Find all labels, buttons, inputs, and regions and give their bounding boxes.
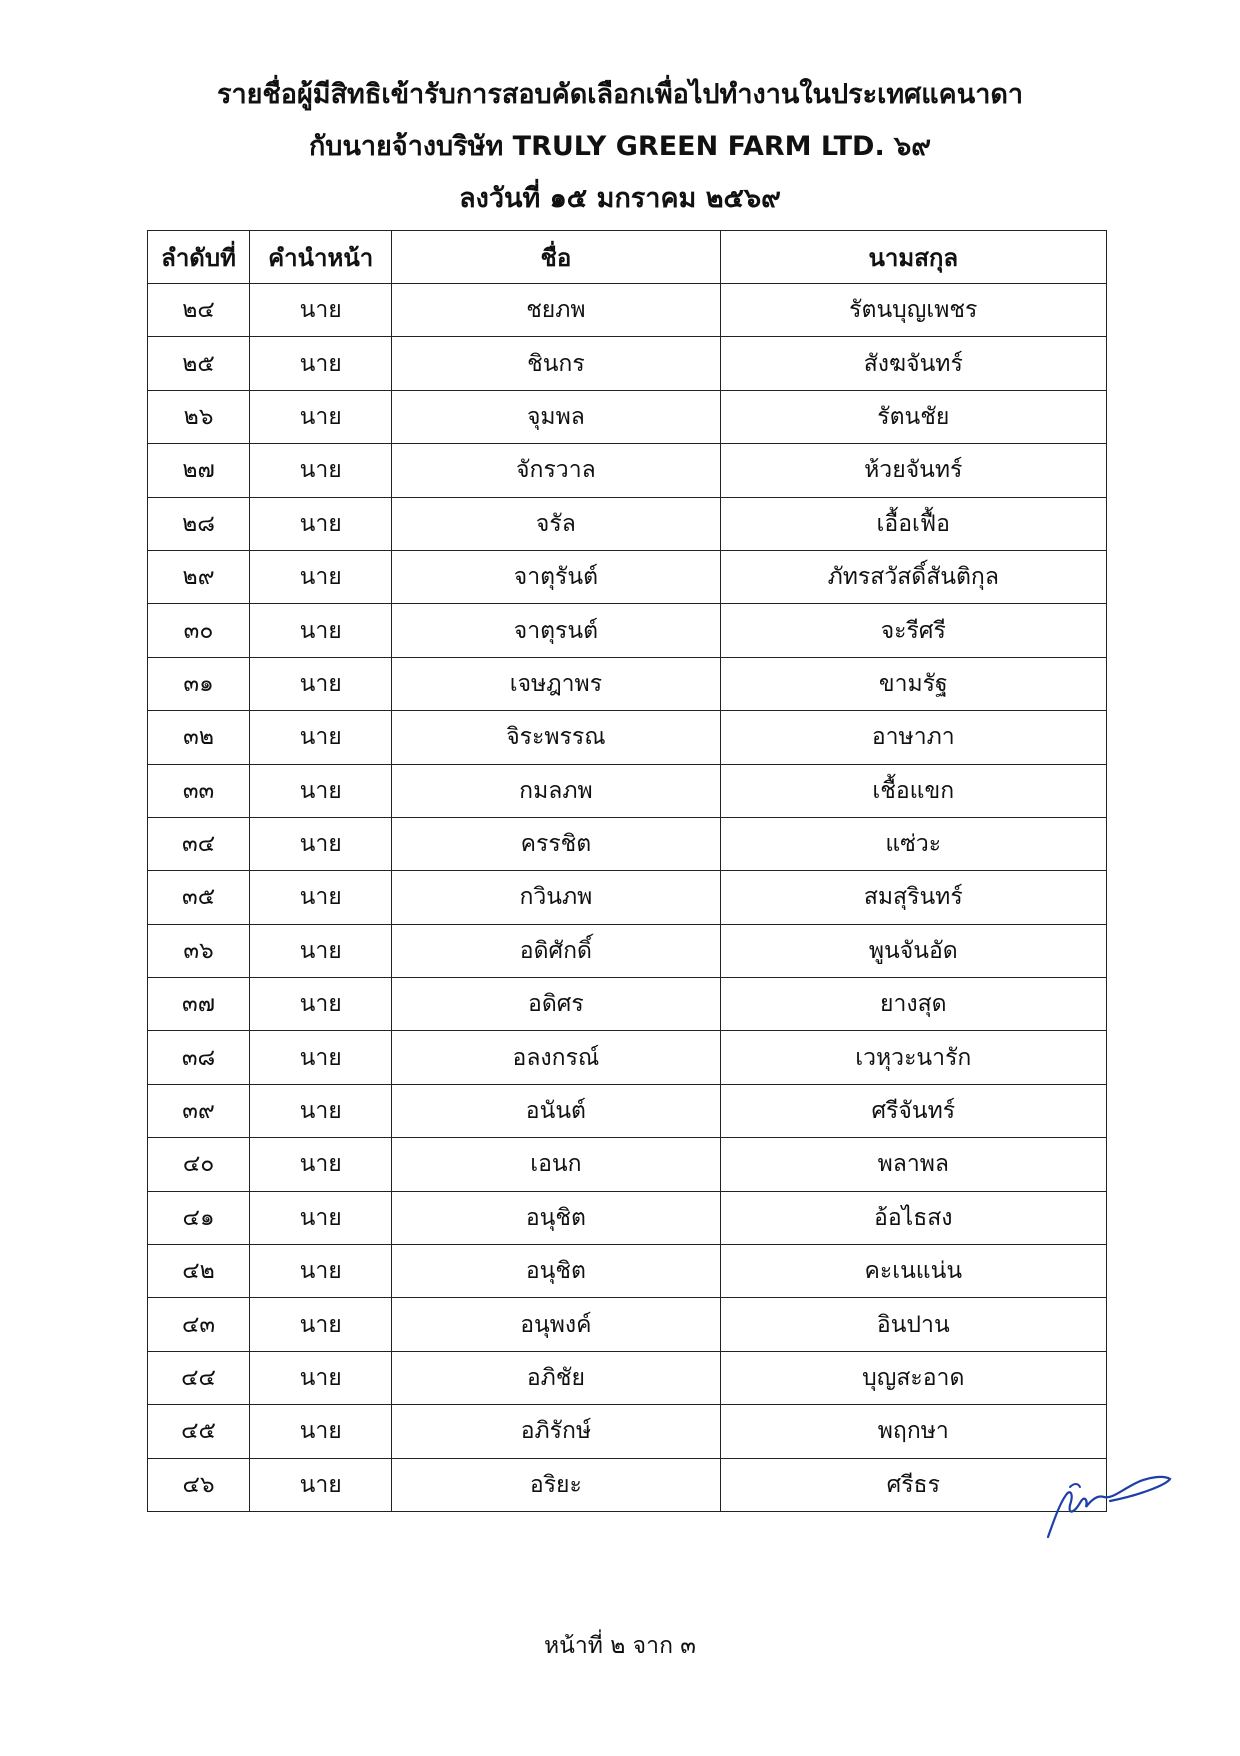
document-title-line1: รายชื่อผู้มีสิทธิเข้ารับการสอบคัดเลือกเพื่อไปทำงานในประเทศแคนาดา	[216, 79, 1024, 110]
cell-first-name: ครรชิต	[392, 817, 720, 870]
table-row	[148, 1084, 1107, 1137]
cell-order: ๓๐	[148, 604, 250, 657]
cell-order: ๓๑	[148, 657, 250, 710]
cell-first-name: จิระพรรณ	[392, 711, 720, 764]
cell-prefix: นาย	[250, 337, 392, 390]
cell-first-name: อนันต์	[392, 1084, 720, 1137]
cell-prefix: นาย	[250, 390, 392, 443]
cell-last-name: เวหุวะนารัก	[720, 1031, 1106, 1084]
table-row	[148, 1138, 1107, 1191]
cell-prefix: นาย	[250, 978, 392, 1031]
cell-order: ๔๒	[148, 1245, 250, 1298]
cell-first-name: อนุชิต	[392, 1245, 720, 1298]
cell-order: ๒๘	[148, 497, 250, 550]
cell-first-name: กวินภพ	[392, 871, 720, 924]
cell-last-name: อ้อไธสง	[720, 1191, 1106, 1244]
cell-last-name: อาษาภา	[720, 711, 1106, 764]
cell-prefix: นาย	[250, 1031, 392, 1084]
cell-order: ๒๖	[148, 390, 250, 443]
table-row	[148, 764, 1107, 817]
signature-icon	[1040, 1465, 1180, 1545]
cell-prefix: นาย	[250, 764, 392, 817]
table-row	[148, 711, 1107, 764]
cell-last-name: แซ่วะ	[720, 817, 1106, 870]
cell-order: ๓๖	[148, 924, 250, 977]
header-first-name: ชื่อ	[392, 231, 720, 284]
cell-prefix: นาย	[250, 1191, 392, 1244]
table-header-row	[148, 231, 1107, 284]
cell-last-name: ภัทรสวัสดิ์สันติกุล	[720, 550, 1106, 603]
cell-first-name: เจษฎาพร	[392, 657, 720, 710]
cell-prefix: นาย	[250, 817, 392, 870]
cell-last-name: ขามรัฐ	[720, 657, 1106, 710]
cell-prefix: นาย	[250, 657, 392, 710]
table-row	[148, 444, 1107, 497]
candidate-table	[147, 230, 1107, 1512]
cell-first-name: จาตุรนต์	[392, 604, 720, 657]
cell-order: ๔๑	[148, 1191, 250, 1244]
cell-order: ๓๔	[148, 817, 250, 870]
cell-order: ๓๕	[148, 871, 250, 924]
cell-order: ๔๕	[148, 1405, 250, 1458]
cell-last-name: ห้วยจันทร์	[720, 444, 1106, 497]
cell-last-name: สมสุรินทร์	[720, 871, 1106, 924]
cell-last-name: จะรีศรี	[720, 604, 1106, 657]
cell-order: ๒๕	[148, 337, 250, 390]
cell-first-name: อดิศร	[392, 978, 720, 1031]
cell-prefix: นาย	[250, 924, 392, 977]
table-row	[148, 1405, 1107, 1458]
cell-order: ๒๗	[148, 444, 250, 497]
page-footer: หน้าที่ ๒ จาก ๓	[543, 1633, 697, 1659]
cell-last-name: บุญสะอาด	[720, 1351, 1106, 1404]
cell-prefix: นาย	[250, 1351, 392, 1404]
cell-first-name: อภิรักษ์	[392, 1405, 720, 1458]
table-row	[148, 390, 1107, 443]
cell-order: ๓๙	[148, 1084, 250, 1137]
cell-last-name: ศรีจันทร์	[720, 1084, 1106, 1137]
cell-last-name: พลาพล	[720, 1138, 1106, 1191]
cell-first-name: อริยะ	[392, 1458, 720, 1511]
cell-last-name: คะเนแน่น	[720, 1245, 1106, 1298]
cell-first-name: กมลภพ	[392, 764, 720, 817]
cell-last-name: อินปาน	[720, 1298, 1106, 1351]
cell-first-name: ชยภพ	[392, 284, 720, 337]
cell-last-name: รัตนชัย	[720, 390, 1106, 443]
cell-prefix: นาย	[250, 497, 392, 550]
cell-prefix: นาย	[250, 1298, 392, 1351]
cell-last-name: ศรีธร	[720, 1458, 1106, 1511]
cell-first-name: ชินกร	[392, 337, 720, 390]
header-last-name: นามสกุล	[720, 231, 1106, 284]
cell-order: ๒๙	[148, 550, 250, 603]
cell-first-name: จรัล	[392, 497, 720, 550]
cell-first-name: เอนก	[392, 1138, 720, 1191]
table-row	[148, 1191, 1107, 1244]
cell-prefix: นาย	[250, 550, 392, 603]
cell-first-name: อนุพงค์	[392, 1298, 720, 1351]
cell-prefix: นาย	[250, 604, 392, 657]
cell-prefix: นาย	[250, 1458, 392, 1511]
cell-prefix: นาย	[250, 871, 392, 924]
cell-prefix: นาย	[250, 1405, 392, 1458]
cell-order: ๓๒	[148, 711, 250, 764]
cell-order: ๔๐	[148, 1138, 250, 1191]
cell-prefix: นาย	[250, 711, 392, 764]
cell-prefix: นาย	[250, 1245, 392, 1298]
table-row	[148, 817, 1107, 870]
cell-order: ๓๗	[148, 978, 250, 1031]
header-order: ลำดับที่	[148, 231, 250, 284]
cell-last-name: เอื้อเฟื้อ	[720, 497, 1106, 550]
table-row	[148, 604, 1107, 657]
cell-first-name: อดิศักดิ์	[392, 924, 720, 977]
cell-order: ๒๔	[148, 284, 250, 337]
cell-prefix: นาย	[250, 444, 392, 497]
table-row	[148, 497, 1107, 550]
table-row	[148, 1298, 1107, 1351]
cell-order: ๔๓	[148, 1298, 250, 1351]
cell-first-name: อนุชิต	[392, 1191, 720, 1244]
header-prefix: คำนำหน้า	[250, 231, 392, 284]
cell-order: ๔๖	[148, 1458, 250, 1511]
document-date-line: ลงวันที่ ๑๕ มกราคม ๒๕๖๙	[459, 183, 781, 214]
cell-last-name: เชื้อแขก	[720, 764, 1106, 817]
cell-prefix: นาย	[250, 1138, 392, 1191]
cell-last-name: ยางสุด	[720, 978, 1106, 1031]
cell-order: ๔๔	[148, 1351, 250, 1404]
cell-prefix: นาย	[250, 1084, 392, 1137]
cell-first-name: จุมพล	[392, 390, 720, 443]
table-row	[148, 337, 1107, 390]
cell-order: ๓๘	[148, 1031, 250, 1084]
table-row	[148, 978, 1107, 1031]
table-row	[148, 657, 1107, 710]
table-row	[148, 1351, 1107, 1404]
cell-last-name: พฤกษา	[720, 1405, 1106, 1458]
cell-order: ๓๓	[148, 764, 250, 817]
table-row	[148, 871, 1107, 924]
cell-first-name: อภิชัย	[392, 1351, 720, 1404]
table-row	[148, 1245, 1107, 1298]
cell-last-name: สังฆจันทร์	[720, 337, 1106, 390]
table-row	[148, 284, 1107, 337]
cell-last-name: พูนจันอัด	[720, 924, 1106, 977]
table-row	[148, 1458, 1107, 1511]
cell-last-name: รัตนบุญเพชร	[720, 284, 1106, 337]
cell-prefix: นาย	[250, 284, 392, 337]
cell-first-name: จักรวาล	[392, 444, 720, 497]
cell-first-name: อลงกรณ์	[392, 1031, 720, 1084]
document-title-line2: กับนายจ้างบริษัท TRULY GREEN FARM LTD. ๖๙	[308, 131, 932, 162]
table-row	[148, 550, 1107, 603]
table-row	[148, 924, 1107, 977]
cell-first-name: จาตุรันต์	[392, 550, 720, 603]
table-row	[148, 1031, 1107, 1084]
